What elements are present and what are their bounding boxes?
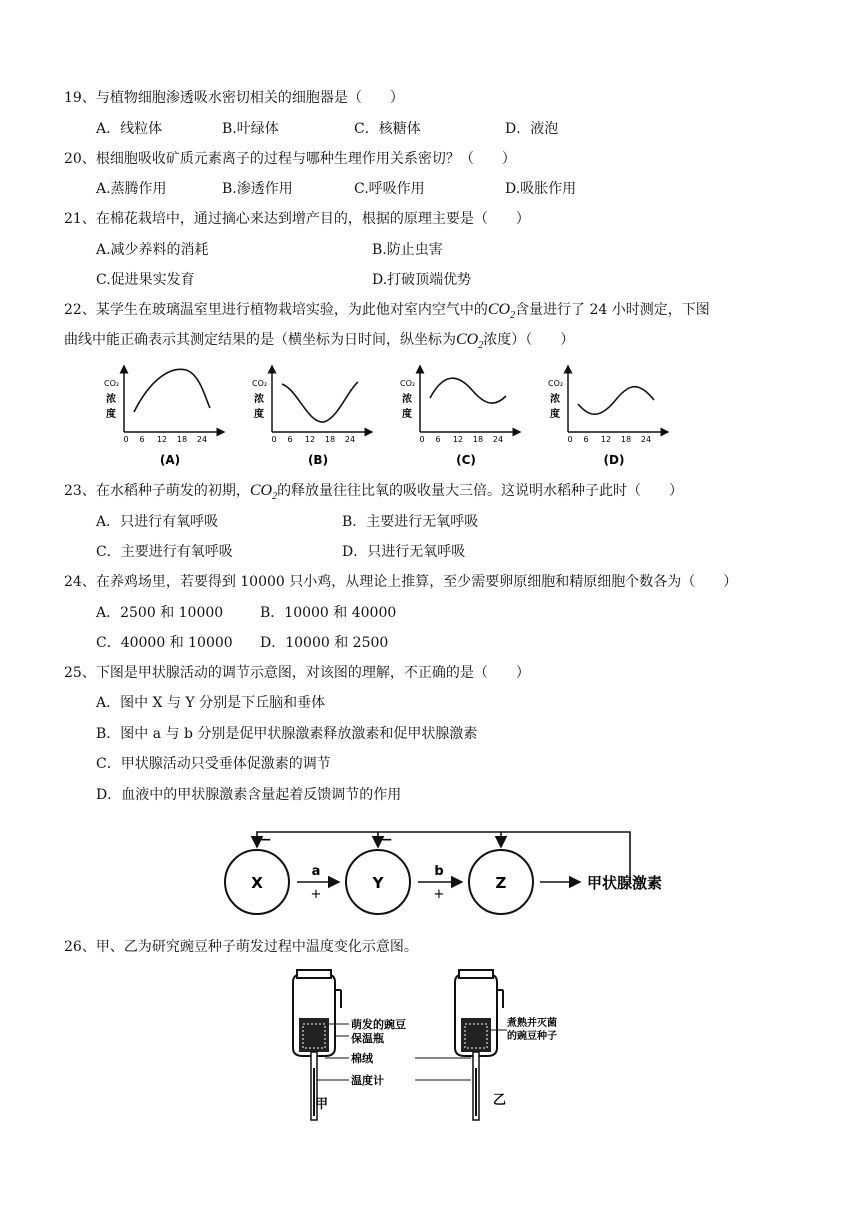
x-tick-label: 0 xyxy=(123,435,129,444)
q24-option-b: B．10000 和 40000 xyxy=(260,605,397,621)
x-tick-label: 6 xyxy=(287,435,293,444)
arrow-a-plus: + xyxy=(310,887,322,902)
q22-curves-figure xyxy=(90,360,680,470)
y-axis-label-nong: 浓 xyxy=(550,394,560,405)
y-axis-label-nong: 浓 xyxy=(254,394,264,405)
y-axis-label-co2: CO₂ xyxy=(104,379,120,388)
y-axis-label-du: 度 xyxy=(106,409,116,420)
co2-curve xyxy=(282,382,358,422)
q19-option-c: C．核糖体 xyxy=(354,121,421,137)
label-thermos: 保温瓶 xyxy=(351,1032,384,1045)
q25-stem: 25、下图是甲状腺活动的调节示意图，对该图的理解，不正确的是（ ） xyxy=(64,665,530,681)
node-y-label: Y xyxy=(372,874,384,892)
co2-formula: $CO_2$ xyxy=(487,301,516,322)
y-axis-label-co2: CO₂ xyxy=(400,379,416,388)
label-cotton: 棉绒 xyxy=(351,1052,373,1065)
x-tick-label: 12 xyxy=(452,435,464,444)
x-tick-label: 18 xyxy=(324,435,336,444)
x-tick-label: 18 xyxy=(472,435,484,444)
thyroid-regulation-diagram xyxy=(215,822,695,922)
label-thermometer: 温度计 xyxy=(351,1074,384,1087)
q22-stem-line1 xyxy=(64,301,710,325)
graph-caption: (D) xyxy=(603,453,625,467)
co2-graph-a xyxy=(104,366,224,467)
q25-option-c: C．甲状腺活动只受垂体促激素的调节 xyxy=(96,756,331,772)
co2-graph-b xyxy=(252,366,372,467)
q24-option-a: A．2500 和 10000 xyxy=(96,605,224,621)
x-tick-label: 24 xyxy=(196,435,208,444)
q24-stem: 24、在养鸡场里，若要得到 10000 只小鸡，从理论上推算，至少需要卵原细胞和精原细胞个数各为（ ） xyxy=(64,574,738,590)
arrow-b-plus: + xyxy=(433,887,445,902)
output-label: 甲状腺激素 xyxy=(587,874,663,892)
q23-option-c: C．主要进行有氧呼吸 xyxy=(96,544,233,560)
x-tick-label: 12 xyxy=(304,435,316,444)
node-x-label: X xyxy=(251,874,263,892)
x-tick-label: 18 xyxy=(176,435,188,444)
co2-formula: $CO_2$ xyxy=(456,331,484,352)
graph-caption: (C) xyxy=(456,453,476,467)
x-tick-label: 12 xyxy=(600,435,612,444)
q25-option-b: B．图中 a 与 b 分别是促甲状腺激素释放激素和促甲状腺激素 xyxy=(96,726,478,742)
q23-stem xyxy=(64,482,683,506)
q21-stem: 21、在棉花栽培中，通过摘心来达到增产目的，根据的原理主要是（ ） xyxy=(64,211,530,227)
x-tick-label: 6 xyxy=(435,435,441,444)
x-tick-label: 0 xyxy=(419,435,425,444)
co2-graph-c xyxy=(400,366,520,467)
q23-option-b: B．主要进行无氧呼吸 xyxy=(342,514,479,530)
label-germinating-peas: 萌发的豌豆 xyxy=(351,1018,406,1031)
y-axis-label-du: 度 xyxy=(402,409,412,420)
x-tick-label: 18 xyxy=(620,435,632,444)
co2-curve xyxy=(134,369,210,412)
q21-option-b: B.防止虫害 xyxy=(372,242,443,258)
q21-option-c: C.促进果实发育 xyxy=(96,272,195,288)
x-tick-label: 0 xyxy=(567,435,573,444)
y-axis-label-nong: 浓 xyxy=(402,394,412,405)
label-boiled-peas-1: 煮熟并灭菌 xyxy=(507,1018,557,1029)
x-tick-label: 24 xyxy=(344,435,356,444)
q21-option-d: D.打破顶端优势 xyxy=(372,272,472,288)
q20-option-b: B.渗透作用 xyxy=(222,181,293,197)
q26-stem: 26、甲、乙为研究豌豆种子萌发过程中温度变化示意图。 xyxy=(64,939,418,955)
label-boiled-peas-2: 的豌豆种子 xyxy=(507,1031,557,1042)
q23-option-d: D．只进行无氧呼吸 xyxy=(342,544,466,560)
arrow-b-label: b xyxy=(434,864,444,879)
q19-option-a: A．线粒体 xyxy=(96,121,163,137)
q23-stem-b: 的释放量往往比氧的吸收量大三倍。这说明水稻种子此时（ ） xyxy=(277,483,684,499)
q22-stem-a: 22、某学生在玻璃温室里进行植物栽培实验，为此他对室内空气中的 xyxy=(64,302,488,318)
arrow-a-label: a xyxy=(311,864,321,879)
q20-stem: 20、根细胞吸收矿质元素离子的过程与哪种生理作用关系密切？（ ） xyxy=(64,151,516,167)
y-axis-label-co2: CO₂ xyxy=(548,379,564,388)
q25-option-a: A．图中 X 与 Y 分别是下丘脑和垂体 xyxy=(96,695,326,711)
q20-option-d: D.吸胀作用 xyxy=(505,181,577,197)
x-tick-label: 0 xyxy=(271,435,277,444)
x-tick-label: 6 xyxy=(583,435,589,444)
q22-line2-b: 浓度）（ ） xyxy=(483,332,575,348)
q24-option-d: D．10000 和 2500 xyxy=(260,635,389,651)
co2-graph-d xyxy=(548,366,668,467)
co2-curve xyxy=(578,387,654,415)
q21-option-a: A.减少养料的消耗 xyxy=(96,242,209,258)
x-tick-label: 24 xyxy=(492,435,504,444)
x-tick-label: 24 xyxy=(640,435,652,444)
q23-stem-a: 23、在水稻种子萌发的初期， xyxy=(64,483,250,499)
y-axis-label-du: 度 xyxy=(550,409,560,420)
q22-stem-line2 xyxy=(64,331,574,355)
minus-sign-x: − xyxy=(260,832,272,848)
pea-germination-figure xyxy=(285,968,557,1128)
graph-caption: (A) xyxy=(159,453,181,467)
co2-curve xyxy=(430,378,506,403)
graph-caption: (B) xyxy=(307,453,329,467)
q22-stem-b: 含量进行了 24 小时测定，下图 xyxy=(515,302,710,318)
q23-option-a: A．只进行有氧呼吸 xyxy=(96,514,219,530)
q20-option-a: A.蒸腾作用 xyxy=(96,181,167,197)
q24-option-c: C．40000 和 10000 xyxy=(96,635,233,651)
q19-option-b: B.叶绿体 xyxy=(222,121,279,137)
x-tick-label: 6 xyxy=(139,435,145,444)
x-tick-label: 12 xyxy=(156,435,168,444)
q25-option-d: D．血液中的甲状腺激素含量起着反馈调节的作用 xyxy=(96,787,402,803)
caption-yi: 乙 xyxy=(493,1093,507,1108)
y-axis-label-co2: CO₂ xyxy=(252,379,268,388)
y-axis-label-du: 度 xyxy=(254,409,264,420)
minus-sign-y: − xyxy=(381,832,393,848)
q19-option-d: D．液泡 xyxy=(505,121,559,137)
q22-line2-a: 曲线中能正确表示其测定结果的是（横坐标为日时间，纵坐标为 xyxy=(64,332,456,348)
node-z-label: Z xyxy=(495,874,507,892)
y-axis-label-nong: 浓 xyxy=(106,394,116,405)
co2-formula: $CO_2$ xyxy=(249,482,278,503)
caption-jia: 甲 xyxy=(315,1097,329,1112)
q19-stem: 19、与植物细胞渗透吸水密切相关的细胞器是（ ） xyxy=(64,90,404,106)
q20-option-c: C.呼吸作用 xyxy=(354,181,425,197)
